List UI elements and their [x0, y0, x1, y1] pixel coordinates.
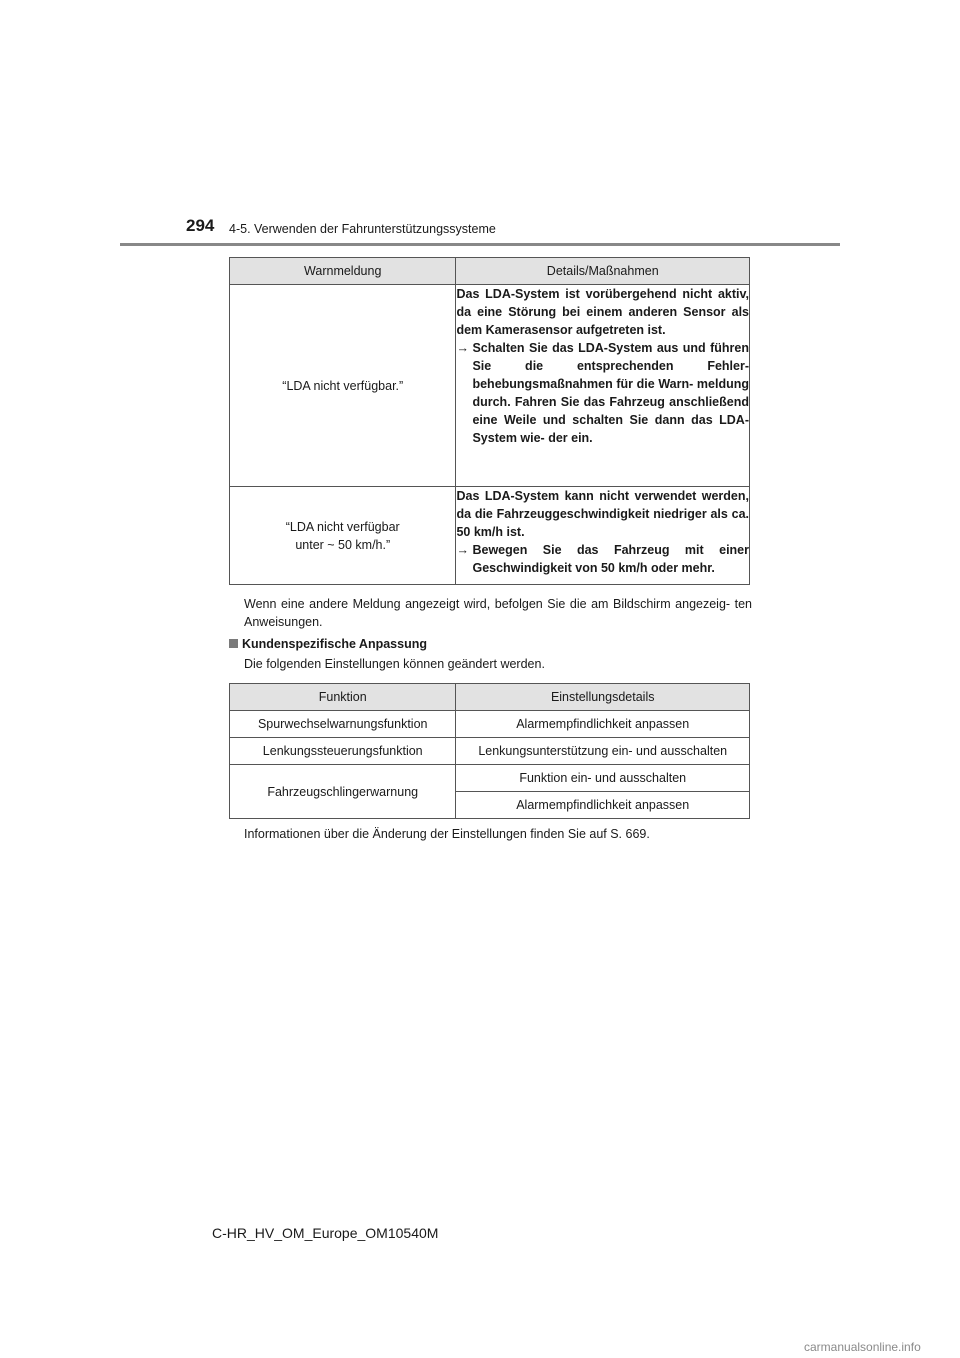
- table-row: [230, 738, 750, 765]
- note-settings-reference: Informationen über die Änderung der Einstellungen finden Sie auf S. 669.: [244, 827, 650, 841]
- action-item: [456, 541, 749, 577]
- table-row: [230, 487, 750, 585]
- column-header-warning: Warnmeldung: [230, 258, 456, 285]
- settings-table: [229, 683, 750, 819]
- warning-message: [230, 487, 456, 585]
- column-header-details: Details/Maßnahmen: [456, 258, 750, 285]
- warning-message-line: unter ~ 50 km/h.”: [295, 537, 391, 552]
- function-cell: Spurwechselwarnungsfunktion: [230, 711, 456, 738]
- section-heading-text: Kundenspezifische Anpassung: [242, 637, 427, 651]
- section-heading: [229, 635, 427, 653]
- section-title: 4-5. Verwenden der Fahrunterstützungssysteme: [229, 222, 496, 236]
- table-header-row: [230, 684, 750, 711]
- warning-message-table: [229, 257, 750, 585]
- action-item: [456, 339, 749, 447]
- setting-detail-cell: Alarmempfindlichkeit anpassen: [456, 792, 750, 819]
- document-code-footer: C-HR_HV_OM_Europe_OM10540M: [212, 1225, 439, 1241]
- section-intro: Die folgenden Einstellungen können geändert werden.: [244, 657, 545, 671]
- warning-message-line: “LDA nicht verfügbar: [285, 519, 400, 534]
- page-number: 294: [186, 216, 215, 235]
- warning-detail: [456, 285, 750, 487]
- arrow-icon: →: [456, 341, 469, 355]
- watermark: carmanualsonline.info: [804, 1340, 921, 1354]
- detail-text: Das LDA-System ist vorübergehend nicht aktiv, da eine Störung bei einem anderen Sensor als dem Kamerasensor aufgetreten ist.: [456, 287, 749, 337]
- function-cell: Lenkungssteuerungsfunktion: [230, 738, 456, 765]
- square-bullet-icon: [229, 639, 238, 648]
- setting-detail-cell: Funktion ein- und ausschalten: [456, 765, 750, 792]
- table-row: [230, 285, 750, 487]
- arrow-icon: →: [456, 543, 469, 557]
- warning-detail: [456, 487, 750, 585]
- action-text: Bewegen Sie das Fahrzeug mit einer Geschwindigkeit von 50 km/h oder mehr.: [472, 543, 749, 575]
- detail-text: Das LDA-System kann nicht verwendet werden, da die Fahrzeuggeschwindigkeit niedriger als ca. 50 km/h ist.: [456, 489, 749, 539]
- table-header-row: [230, 258, 750, 285]
- function-cell: Fahrzeugschlingerwarnung: [230, 765, 456, 819]
- setting-detail-cell: Lenkungsunterstützung ein- und ausschalten: [456, 738, 750, 765]
- header-divider: [120, 243, 840, 246]
- warning-message: “LDA nicht verfügbar.”: [230, 285, 456, 487]
- column-header-function: Funktion: [230, 684, 456, 711]
- table-row: [230, 765, 750, 792]
- table-row: [230, 711, 750, 738]
- column-header-settings: Einstellungsdetails: [456, 684, 750, 711]
- setting-detail-cell: Alarmempfindlichkeit anpassen: [456, 711, 750, 738]
- action-text: Schalten Sie das LDA-System aus und führen Sie die entsprechenden Fehler- behebungsmaßnahmen für die Warn- meldung durch. Fahren Sie das Fahrzeug anschließend eine Weile und schalten Sie dann das LDA-System wie- der ein.: [472, 341, 749, 445]
- note-other-message: Wenn eine andere Meldung angezeigt wird, befolgen Sie die am Bildschirm angezeig- ten Anweisungen.: [244, 597, 752, 629]
